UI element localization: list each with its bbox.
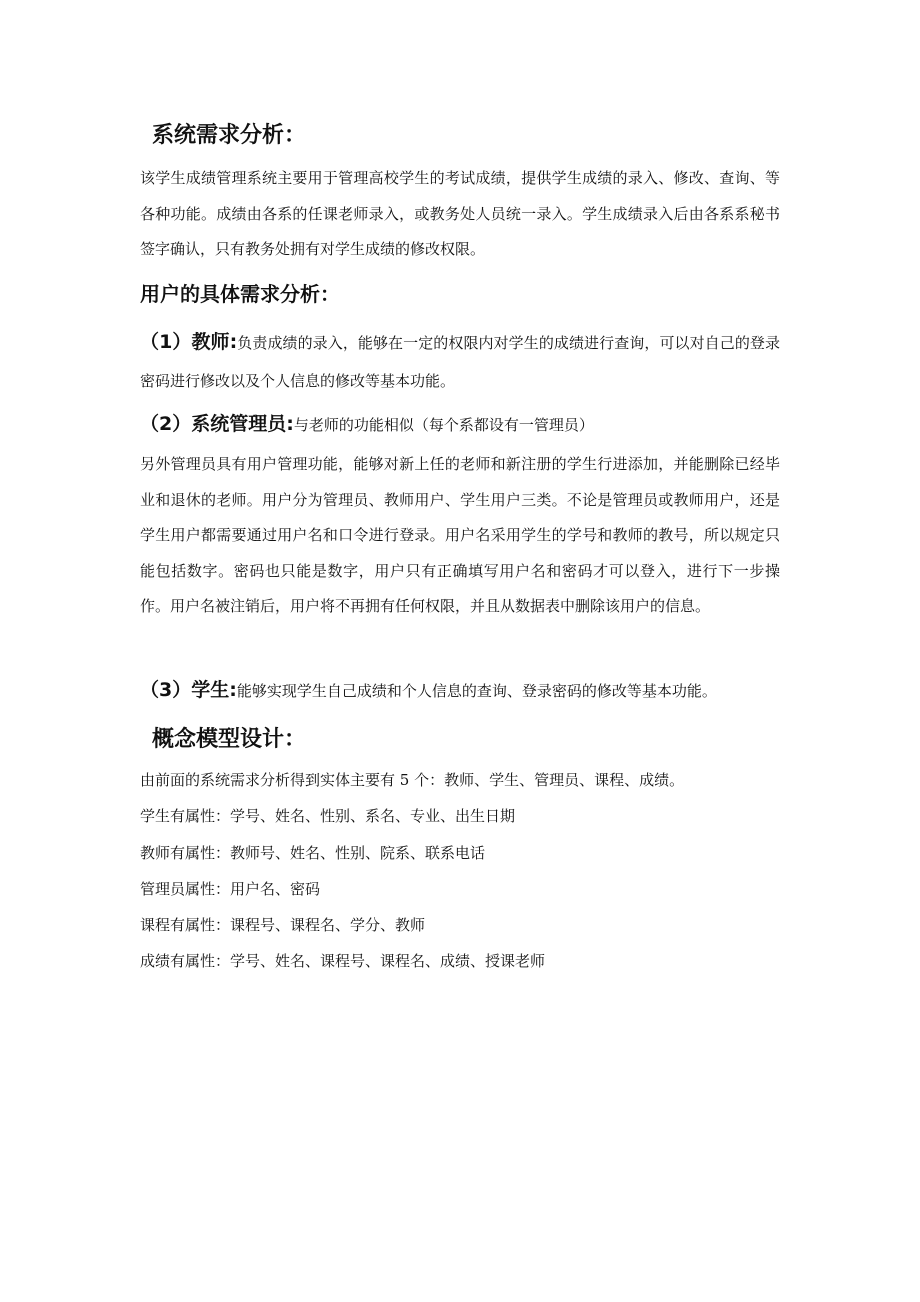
teacher-attributes: 教师有属性：教师号、姓名、性别、院系、联系电话 <box>140 844 486 862</box>
section-title-system-requirements: 系统需求分析： <box>152 123 307 148</box>
concept-model-intro: 由前面的系统需求分析得到实体主要有 5 个：教师、学生、管理员、课程、成绩。 <box>140 771 685 789</box>
system-requirements-paragraph: 该学生成绩管理系统主要用于管理高校学生的考试成绩，提供学生成绩的录入、修改、查询、等各种功能。成绩由各系的任课老师录入，或教务处人员统一录入。学生成绩录入后由各系系秘书签字确认，只有教务处拥有对学生成绩的修改权限。 <box>140 169 780 258</box>
student-role-title: （3）学生 <box>140 679 230 701</box>
admin-extra-paragraph: 另外管理员具有用户管理功能，能够对新上任的老师和新注册的学生行进添加，并能删除已经毕业和退休的老师。用户分为管理员、教师用户、学生用户三类。不论是管理员或教师用户，还是学生用户都需要通过用户名和口令进行登录。用户名采用学生的学号和教师的教号，所以规定只能包括数字。密码也只能是数字，用户只有正确填写用户名和密码才可以登入，进行下一步操作。用户名被注销后，用户将不再拥有任何权限，并且从数据表中删除该用户的信息。 <box>140 455 780 615</box>
student-role-colon: : <box>229 679 237 701</box>
admin-attributes: 管理员属性：用户名、密码 <box>140 880 321 898</box>
teacher-requirement <box>140 323 780 400</box>
section-title-concept-model: 概念模型设计： <box>152 727 307 752</box>
admin-requirement <box>140 409 594 440</box>
admin-role-title: （2）系统管理员 <box>140 413 287 435</box>
admin-role-description: 与老师的功能相似（每个系都设有一管理员） <box>293 416 594 434</box>
teacher-role-title: （1）教师 <box>140 331 230 353</box>
section-title-user-requirements: 用户的具体需求分析： <box>140 282 340 306</box>
student-attributes: 学生有属性：学号、姓名、性别、系名、专业、出生日期 <box>140 807 516 825</box>
grade-attributes: 成绩有属性：学号、姓名、课程号、课程名、成绩、授课老师 <box>140 952 546 970</box>
teacher-role-colon: : <box>229 331 238 353</box>
student-requirement <box>140 675 717 706</box>
student-role-description: 能够实现学生自己成绩和个人信息的查询、登录密码的修改等基本功能。 <box>236 682 717 700</box>
teacher-role-description: 负责成绩的录入，能够在一定的权限内对学生的成绩进行查询，可以对自己的登录密码进行修改以及个人信息的修改等基本功能。 <box>140 334 780 390</box>
course-attributes: 课程有属性：课程号、课程名、学分、教师 <box>140 916 426 934</box>
admin-role-colon: : <box>286 413 294 435</box>
